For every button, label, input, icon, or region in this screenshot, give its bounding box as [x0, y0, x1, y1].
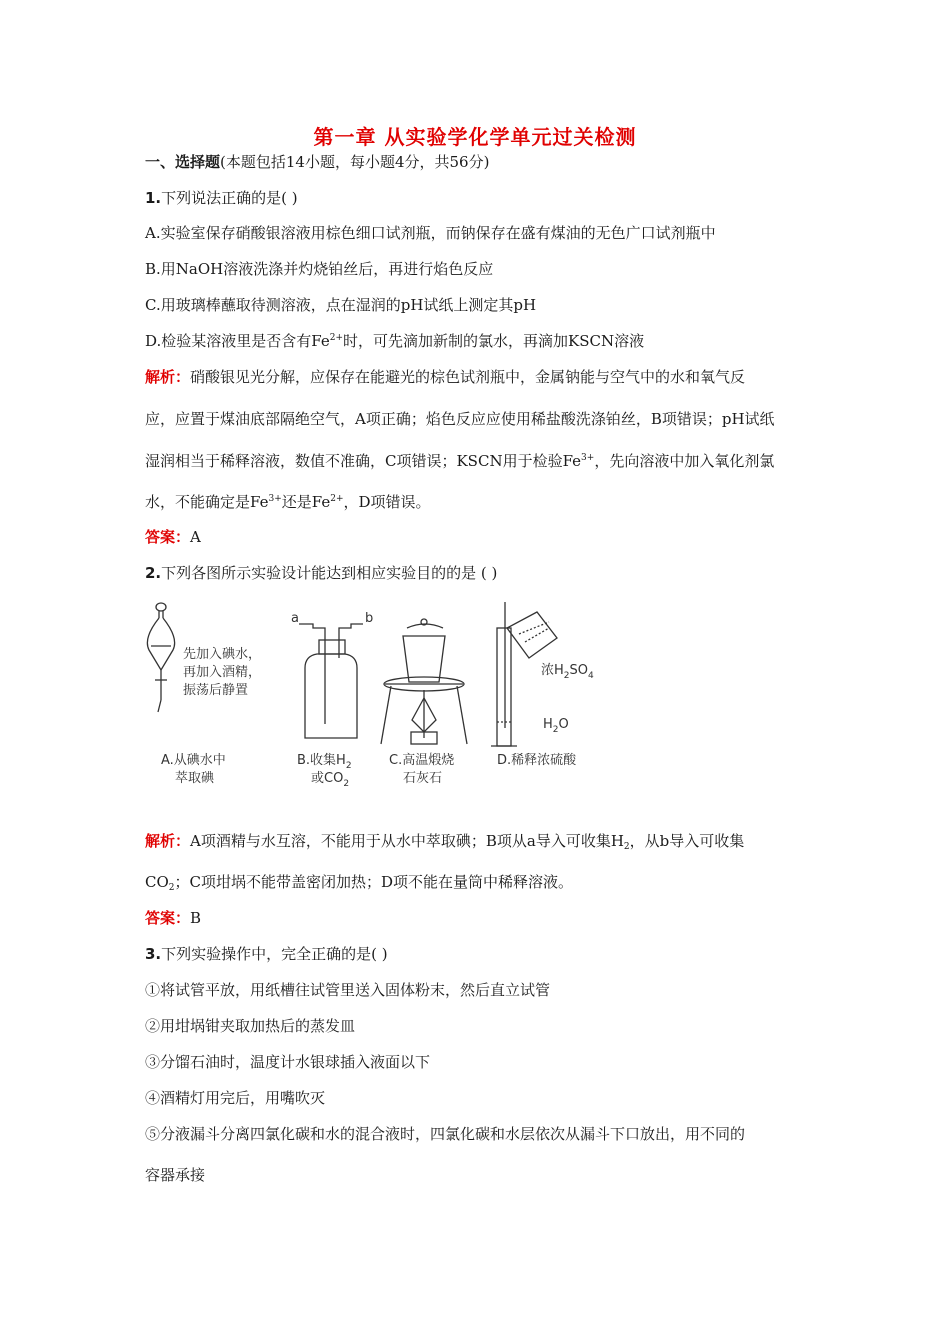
fig-d-acid-1: 浓H — [541, 663, 564, 678]
q3-number: 3. — [145, 945, 162, 963]
q1-a4-pre: 水，不能确定是Fe — [145, 493, 269, 511]
fig-d-acid-label — [541, 663, 594, 681]
q3-option-5-line-1: ⑤分液漏斗分离四氯化碳和水的混合液时，四氯化碳和水层依次从漏斗下口放出，用不同的 — [145, 1125, 746, 1143]
fig-d-acid-sub2: 4 — [588, 671, 594, 681]
q1-analysis-line-4 — [145, 492, 431, 512]
section-note: (本题包括14小题，每小题4分，共56分) — [220, 153, 490, 171]
q1-analysis-line-1 — [145, 367, 745, 387]
q1-a4-mid: 还是Fe — [281, 493, 331, 511]
q2-a1-pre: A项酒精与水互溶，不能用于从水中萃取碘；B项从a导入可收集H — [190, 832, 624, 850]
q2-a1-sub: 2 — [623, 842, 630, 852]
fig-b-cap1-sub: 2 — [345, 761, 352, 771]
fig-d-water-1: H — [543, 717, 553, 732]
q1-stem — [145, 188, 298, 208]
q3-option-4: ④酒精灯用完后，用嘴吹灭 — [145, 1089, 326, 1107]
q3-option-2: ②用坩埚钳夹取加热后的蒸发皿 — [145, 1017, 356, 1035]
q2-a2-post: ；C项坩埚不能带盖密闭加热；D项不能在量筒中稀释溶液。 — [174, 873, 574, 891]
q1-answer-value: A — [190, 528, 201, 546]
fig-d-water-sub: 2 — [552, 725, 559, 735]
q1-number: 1. — [145, 189, 162, 207]
page-title: 第一章 从实验学化学单元过关检测 — [313, 125, 637, 149]
section-head: 一、选择题 — [145, 153, 221, 171]
q1-option-c: C.用玻璃棒蘸取待测溶液，点在湿润的pH试纸上测定其pH — [145, 296, 537, 314]
q1-a4-sup1: 3+ — [268, 494, 282, 504]
fig-a-caption-2: 萃取碘 — [175, 771, 215, 786]
q1-analysis-line-2: 应，应置于煤油底部隔绝空气，A项正确；焰色反应应使用稀盐酸洗涤铂丝，B项错误；pH试纸 — [145, 410, 775, 428]
q1-option-d — [145, 331, 644, 351]
fig-a-note-1: 先加入碘水， — [183, 647, 262, 662]
q1-analysis-label: 解析： — [145, 368, 191, 386]
q1-a4-post: ，D项错误。 — [343, 493, 431, 511]
fig-a-note-2: 再加入酒精， — [183, 665, 262, 680]
q2-answer-label: 答案： — [145, 909, 191, 927]
q2-analysis-line-2 — [145, 872, 573, 892]
q1-a3-pre: 湿润相当于稀释溶液，数值不准确，C项错误；KSCN用于检验Fe — [145, 452, 582, 470]
section-heading — [145, 152, 489, 172]
q1-d-pre: D.检验某溶液里是否含有Fe — [145, 332, 330, 350]
q3-option-5-line-2: 容器承接 — [145, 1166, 206, 1184]
fig-d-water-label — [543, 717, 569, 735]
q2-a2-sub: 2 — [168, 883, 175, 893]
q2-answer-value: B — [190, 909, 202, 927]
q2-a2-pre: CO — [145, 873, 169, 891]
q2-analysis-line-1 — [145, 831, 744, 851]
q1-a4-sup2: 2+ — [330, 494, 344, 504]
q2-analysis-label: 解析： — [145, 832, 191, 850]
q1-option-b: B.用NaOH溶液洗涤并灼烧铂丝后，再进行焰色反应 — [145, 260, 494, 278]
q1-a3-sup: 3+ — [581, 453, 595, 463]
fig-b-caption-2 — [311, 771, 349, 789]
q1-option-a: A.实验室保存硝酸银溶液用棕色细口试剂瓶，而钠保存在盛有煤油的无色广口试剂瓶中 — [145, 224, 716, 242]
fig-b-cap2-sub: 2 — [343, 779, 350, 789]
fig-b-label-a: a — [291, 611, 299, 626]
q2-answer — [145, 908, 201, 928]
fig-a-caption-1: A.从碘水中 — [161, 753, 226, 768]
fig-a-note-3: 振荡后静置 — [183, 683, 249, 698]
fig-d-caption: D.稀释浓硫酸 — [497, 753, 577, 768]
q2-apparatus-figure — [145, 598, 615, 798]
q2-stem — [145, 563, 497, 583]
q3-stem — [145, 944, 388, 964]
q2-number: 2. — [145, 564, 162, 582]
fig-b-cap2-main: 或CO — [311, 771, 344, 786]
q1-stem-text: 下列说法正确的是( ) — [161, 189, 298, 207]
q3-option-1: ①将试管平放，用纸槽往试管里送入固体粉末，然后直立试管 — [145, 981, 551, 999]
q1-answer — [145, 527, 201, 547]
fig-c-caption-1: C.高温煅烧 — [389, 753, 455, 768]
q1-d-sup: 2+ — [329, 333, 344, 343]
q1-analysis-line-3 — [145, 451, 774, 471]
q3-stem-text: 下列实验操作中，完全正确的是( ) — [161, 945, 388, 963]
q1-answer-label: 答案： — [145, 528, 191, 546]
q1-a3-post: ，先向溶液中加入氧化剂氯 — [594, 452, 775, 470]
q2-stem-text: 下列各图所示实验设计能达到相应实验目的的是 ( ) — [161, 564, 498, 582]
q3-option-3: ③分馏石油时，温度计水银球插入液面以下 — [145, 1053, 431, 1071]
fig-d-acid-sub1: 2 — [563, 671, 570, 681]
fig-b-caption-1 — [297, 752, 352, 771]
fig-d-water-end: O — [558, 717, 569, 732]
q1-analysis-text-1: 硝酸银见光分解，应保存在能避光的棕色试剂瓶中，金属钠能与空气中的水和氧气反 — [190, 368, 746, 386]
fig-b-cap1-main: B.收集H — [297, 753, 346, 768]
separatory-funnel-icon — [147, 603, 174, 712]
gas-bottle-icon — [299, 624, 363, 738]
fig-b-label-b: b — [365, 611, 374, 626]
fig-d-acid-mid: SO — [569, 663, 588, 678]
apparatus-svg — [145, 598, 615, 798]
fig-c-caption-2: 石灰石 — [403, 771, 443, 786]
q1-d-post: 时，可先滴加新制的氯水，再滴加KSCN溶液 — [343, 332, 645, 350]
crucible-tripod-icon — [381, 619, 467, 744]
q2-a1-post: ，从b导入可收集 — [629, 832, 745, 850]
